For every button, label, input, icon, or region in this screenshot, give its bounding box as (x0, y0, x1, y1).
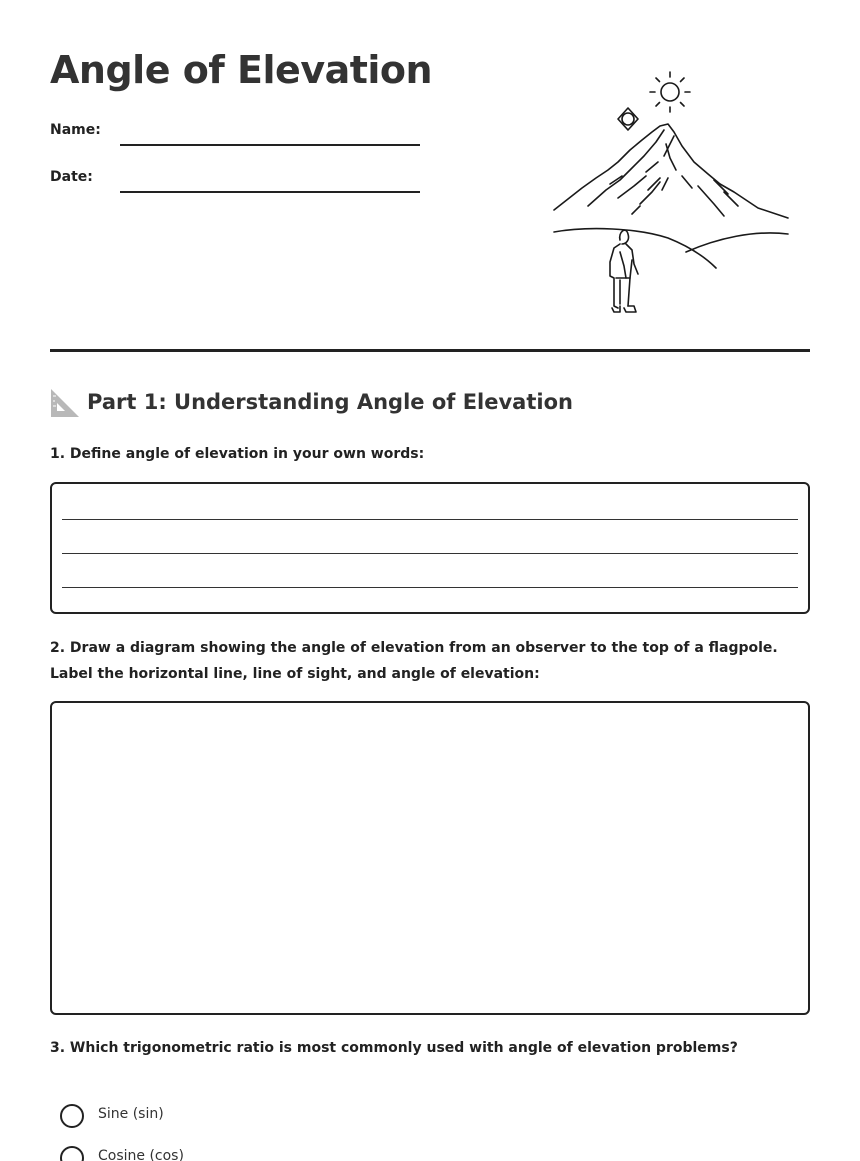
question-3: 3. Which trigonometric ratio is most commonly used with angle of elevation problems? (50, 1040, 738, 1056)
hiker-icon (610, 230, 638, 312)
name-input-line[interactable] (120, 144, 420, 146)
mountain-hiker-illustration (548, 66, 796, 318)
question-1: 1. Define angle of elevation in your own words: (50, 446, 425, 462)
name-field[interactable] (50, 116, 420, 146)
option-cosine[interactable] (60, 1146, 460, 1161)
option-label: Cosine (cos) (98, 1148, 184, 1161)
set-square-icon (50, 388, 80, 418)
name-label: Name: (50, 122, 101, 138)
part1-header (50, 388, 810, 420)
answer-line (62, 519, 798, 520)
question-1-answer-box[interactable] (50, 482, 810, 614)
question-2-drawing-box[interactable] (50, 701, 810, 1015)
question-2: 2. Draw a diagram showing the angle of elevation from an observer to the top of a flagpole. Label the horizontal line, line of sight, and angle of elevation: (50, 640, 778, 682)
option-label: Sine (sin) (98, 1106, 164, 1122)
sun-icon (650, 72, 690, 112)
option-sine[interactable] (60, 1104, 460, 1130)
bird-icon (618, 108, 638, 130)
answer-line (62, 587, 798, 588)
mountain-icon (554, 124, 788, 268)
date-input-line[interactable] (120, 191, 420, 193)
answer-line (62, 553, 798, 554)
part1-title: Part 1: Understanding Angle of Elevation (87, 390, 573, 414)
page-title: Angle of Elevation (50, 48, 433, 92)
date-field[interactable] (50, 163, 420, 193)
radio-button[interactable] (60, 1104, 84, 1128)
date-label: Date: (50, 169, 93, 185)
header-divider (50, 349, 810, 352)
radio-button[interactable] (60, 1146, 84, 1161)
